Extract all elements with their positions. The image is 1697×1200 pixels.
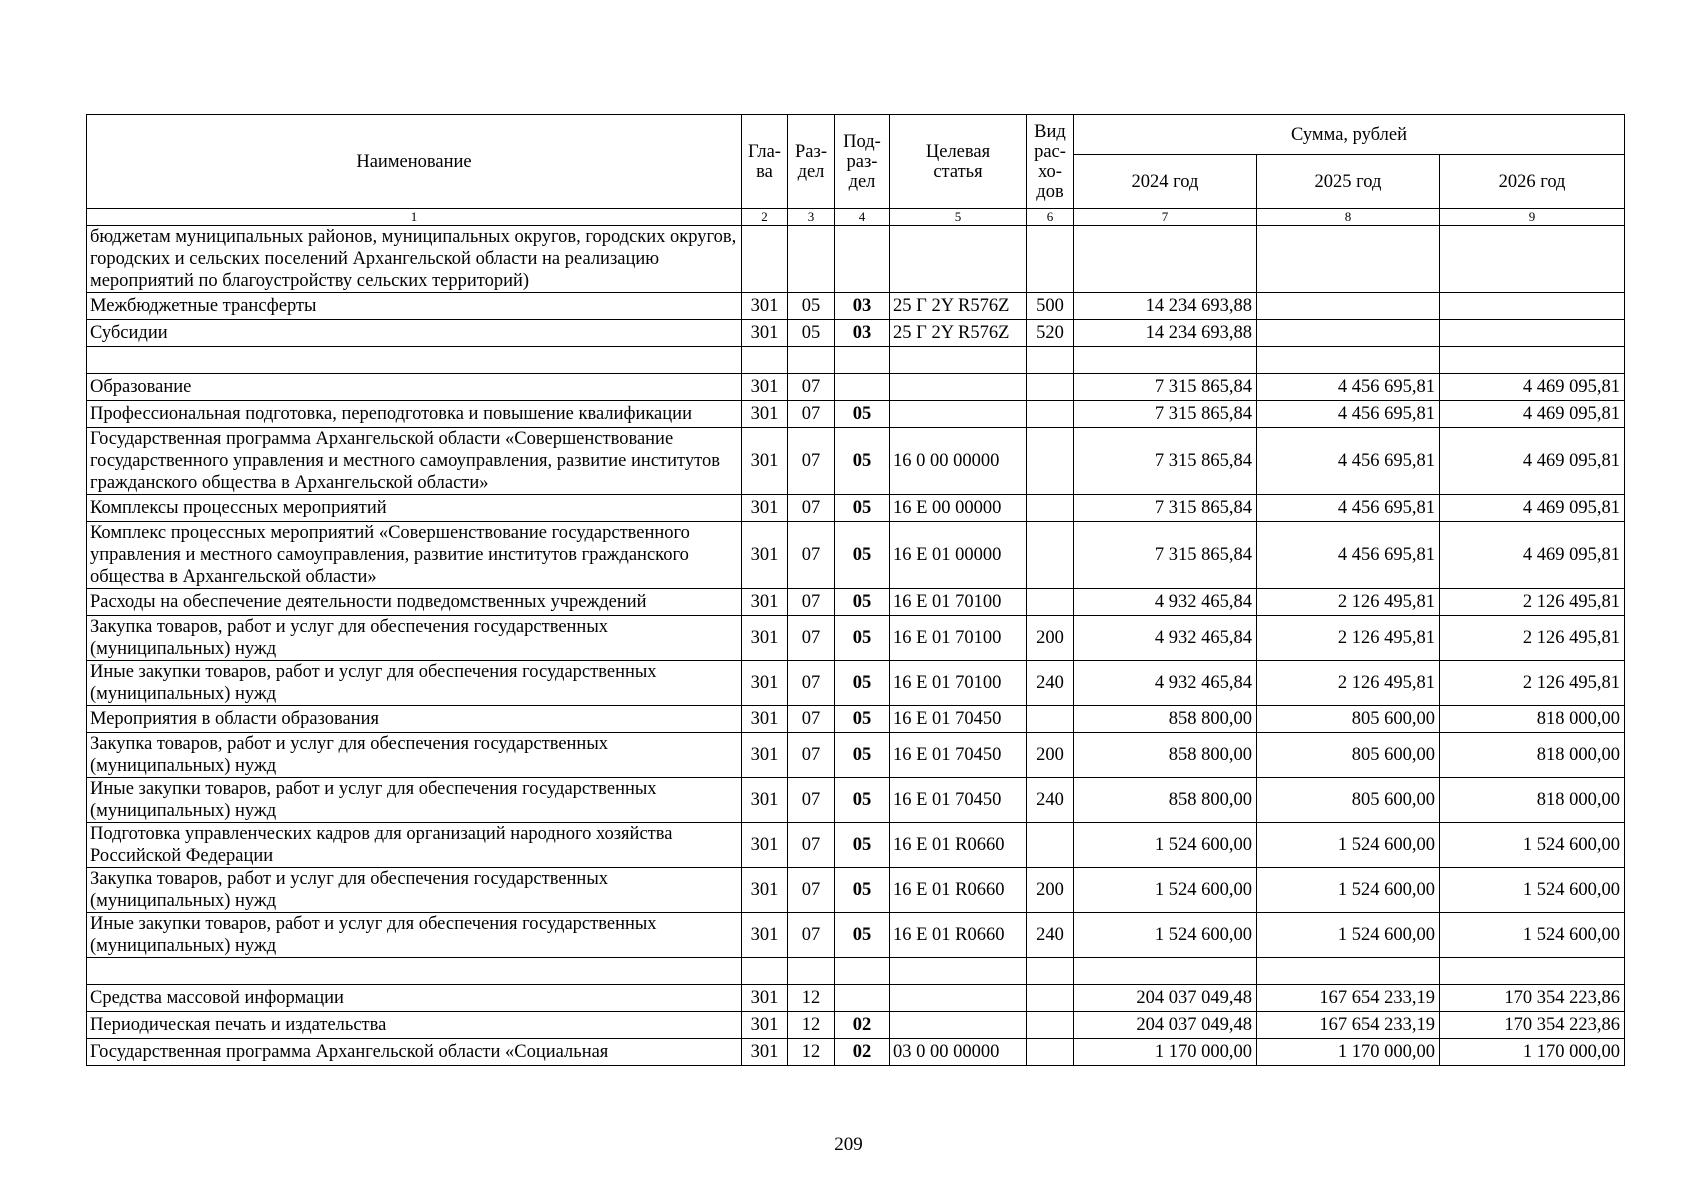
cell-expense-type <box>1027 401 1074 428</box>
table-row <box>87 706 1625 733</box>
cell-sum-2025: 805 600,00 <box>1257 778 1440 823</box>
cell-target-article: 16 Е 01 70100 <box>890 661 1027 706</box>
cell-sum-2024: 7 315 865,84 <box>1074 495 1257 522</box>
cell-sum-2024: 4 932 465,84 <box>1074 661 1257 706</box>
table-row <box>87 374 1625 401</box>
page-number: 209 <box>834 1134 863 1155</box>
cell-expense-type <box>1027 1039 1074 1066</box>
cell-sum-2026: 2 126 495,81 <box>1440 661 1625 706</box>
table-row <box>87 347 1625 374</box>
cell-chapter: 301 <box>742 374 788 401</box>
cell-sum-2024: 14 234 693,88 <box>1074 293 1257 320</box>
cell-expense-type: 200 <box>1027 616 1074 661</box>
cell-sum-2024 <box>1074 958 1257 985</box>
table-row <box>87 616 1625 661</box>
cell-subsection: 03 <box>835 320 890 347</box>
cell-sum-2026 <box>1440 226 1625 293</box>
cell-sum-2026: 4 469 095,81 <box>1440 495 1625 522</box>
cell-sum-2026: 4 469 095,81 <box>1440 428 1625 495</box>
column-number: 1 <box>87 209 742 226</box>
header-chapter: Гла- ва <box>742 115 788 209</box>
cell-name: Средства массовой информации <box>87 985 742 1012</box>
cell-section <box>788 347 835 374</box>
cell-sum-2024 <box>1074 226 1257 293</box>
cell-expense-type: 500 <box>1027 293 1074 320</box>
cell-target-article: 16 Е 01 R0660 <box>890 823 1027 868</box>
cell-subsection: 05 <box>835 823 890 868</box>
cell-target-article <box>890 401 1027 428</box>
cell-target-article <box>890 374 1027 401</box>
cell-name: Субсидии <box>87 320 742 347</box>
cell-sum-2024: 7 315 865,84 <box>1074 522 1257 589</box>
cell-sum-2025: 2 126 495,81 <box>1257 661 1440 706</box>
cell-sum-2024: 858 800,00 <box>1074 706 1257 733</box>
cell-target-article: 16 Е 01 70450 <box>890 706 1027 733</box>
table-row <box>87 293 1625 320</box>
cell-sum-2026: 1 170 000,00 <box>1440 1039 1625 1066</box>
column-number: 5 <box>890 209 1027 226</box>
cell-sum-2025 <box>1257 320 1440 347</box>
table-row <box>87 226 1625 293</box>
cell-subsection: 05 <box>835 589 890 616</box>
cell-name: Комплекс процессных мероприятий «Совершенствование государственного управления и местного самоуправления, развитие институтов гражданского общества в Архангельской области» <box>87 522 742 589</box>
cell-name: Закупка товаров, работ и услуг для обеспечения государственных (муниципальных) нужд <box>87 733 742 778</box>
cell-subsection: 05 <box>835 778 890 823</box>
column-number: 2 <box>742 209 788 226</box>
cell-expense-type: 520 <box>1027 320 1074 347</box>
cell-subsection: 05 <box>835 661 890 706</box>
header-name: Наименование <box>87 115 742 209</box>
cell-sum-2025: 805 600,00 <box>1257 733 1440 778</box>
cell-sum-2025 <box>1257 293 1440 320</box>
cell-expense-type: 200 <box>1027 733 1074 778</box>
cell-sum-2025: 167 654 233,19 <box>1257 985 1440 1012</box>
cell-section: 07 <box>788 823 835 868</box>
cell-subsection: 05 <box>835 616 890 661</box>
table-row <box>87 522 1625 589</box>
cell-section: 05 <box>788 293 835 320</box>
cell-sum-2024: 204 037 049,48 <box>1074 985 1257 1012</box>
cell-target-article: 16 Е 01 70450 <box>890 778 1027 823</box>
cell-subsection: 05 <box>835 868 890 913</box>
cell-section: 07 <box>788 733 835 778</box>
cell-sum-2026 <box>1440 293 1625 320</box>
cell-name: Мероприятия в области образования <box>87 706 742 733</box>
cell-sum-2026 <box>1440 347 1625 374</box>
cell-sum-2024: 14 234 693,88 <box>1074 320 1257 347</box>
cell-expense-type: 240 <box>1027 661 1074 706</box>
header-year-2026: 2026 год <box>1440 155 1625 209</box>
cell-sum-2025: 167 654 233,19 <box>1257 1012 1440 1039</box>
cell-section: 07 <box>788 868 835 913</box>
cell-sum-2026: 2 126 495,81 <box>1440 589 1625 616</box>
cell-name: Иные закупки товаров, работ и услуг для обеспечения государственных (муниципальных) нужд <box>87 913 742 958</box>
table-body <box>87 226 1625 1066</box>
cell-name: Профессиональная подготовка, переподготовка и повышение квалификации <box>87 401 742 428</box>
cell-subsection: 05 <box>835 733 890 778</box>
cell-target-article: 16 0 00 00000 <box>890 428 1027 495</box>
cell-sum-2026: 818 000,00 <box>1440 733 1625 778</box>
cell-sum-2024: 7 315 865,84 <box>1074 374 1257 401</box>
cell-sum-2025: 4 456 695,81 <box>1257 374 1440 401</box>
cell-target-article: 25 Г 2Y R576Z <box>890 320 1027 347</box>
table-row <box>87 1039 1625 1066</box>
cell-section: 07 <box>788 374 835 401</box>
cell-section: 12 <box>788 1012 835 1039</box>
cell-subsection: 05 <box>835 495 890 522</box>
cell-chapter: 301 <box>742 522 788 589</box>
cell-target-article <box>890 1012 1027 1039</box>
cell-sum-2024: 4 932 465,84 <box>1074 589 1257 616</box>
cell-section: 05 <box>788 320 835 347</box>
cell-sum-2026: 4 469 095,81 <box>1440 522 1625 589</box>
table-row <box>87 733 1625 778</box>
cell-subsection: 05 <box>835 401 890 428</box>
cell-subsection <box>835 347 890 374</box>
cell-chapter: 301 <box>742 985 788 1012</box>
table-row <box>87 778 1625 823</box>
cell-section: 07 <box>788 495 835 522</box>
cell-expense-type <box>1027 495 1074 522</box>
cell-sum-2026: 4 469 095,81 <box>1440 374 1625 401</box>
cell-chapter: 301 <box>742 1039 788 1066</box>
cell-name: Расходы на обеспечение деятельности подведомственных учреждений <box>87 589 742 616</box>
cell-section: 07 <box>788 661 835 706</box>
cell-target-article <box>890 958 1027 985</box>
cell-target-article: 16 Е 01 R0660 <box>890 913 1027 958</box>
cell-sum-2025: 4 456 695,81 <box>1257 522 1440 589</box>
cell-name: Комплексы процессных мероприятий <box>87 495 742 522</box>
header-expense-type: Вид рас- хо- дов <box>1027 115 1074 209</box>
cell-target-article: 03 0 00 00000 <box>890 1039 1027 1066</box>
cell-target-article: 16 Е 01 R0660 <box>890 868 1027 913</box>
header-target-article: Целевая статья <box>890 115 1027 209</box>
cell-subsection: 02 <box>835 1012 890 1039</box>
cell-section <box>788 958 835 985</box>
cell-sum-2026: 170 354 223,86 <box>1440 1012 1625 1039</box>
table-row <box>87 320 1625 347</box>
cell-sum-2024 <box>1074 347 1257 374</box>
header-year-2025: 2025 год <box>1257 155 1440 209</box>
cell-chapter: 301 <box>742 589 788 616</box>
cell-sum-2026: 4 469 095,81 <box>1440 401 1625 428</box>
cell-name: Закупка товаров, работ и услуг для обеспечения государственных (муниципальных) нужд <box>87 616 742 661</box>
cell-target-article: 16 Е 00 00000 <box>890 495 1027 522</box>
table-row <box>87 823 1625 868</box>
cell-sum-2026 <box>1440 958 1625 985</box>
cell-sum-2025: 1 524 600,00 <box>1257 868 1440 913</box>
cell-subsection: 05 <box>835 913 890 958</box>
cell-sum-2025: 4 456 695,81 <box>1257 428 1440 495</box>
cell-sum-2024: 1 524 600,00 <box>1074 913 1257 958</box>
cell-expense-type <box>1027 522 1074 589</box>
table-row <box>87 401 1625 428</box>
cell-chapter: 301 <box>742 293 788 320</box>
cell-chapter: 301 <box>742 428 788 495</box>
cell-sum-2026: 170 354 223,86 <box>1440 985 1625 1012</box>
cell-subsection: 02 <box>835 1039 890 1066</box>
table-row <box>87 913 1625 958</box>
cell-chapter <box>742 958 788 985</box>
cell-section: 07 <box>788 428 835 495</box>
cell-sum-2025: 4 456 695,81 <box>1257 401 1440 428</box>
cell-sum-2026: 1 524 600,00 <box>1440 913 1625 958</box>
cell-name <box>87 958 742 985</box>
cell-sum-2026: 818 000,00 <box>1440 706 1625 733</box>
cell-section: 07 <box>788 913 835 958</box>
cell-subsection: 03 <box>835 293 890 320</box>
cell-section: 07 <box>788 589 835 616</box>
cell-sum-2026: 1 524 600,00 <box>1440 868 1625 913</box>
cell-sum-2026: 818 000,00 <box>1440 778 1625 823</box>
cell-chapter: 301 <box>742 616 788 661</box>
cell-name: Иные закупки товаров, работ и услуг для обеспечения государственных (муниципальных) нужд <box>87 661 742 706</box>
cell-sum-2024: 7 315 865,84 <box>1074 401 1257 428</box>
cell-sum-2025: 1 524 600,00 <box>1257 823 1440 868</box>
cell-name: Закупка товаров, работ и услуг для обеспечения государственных (муниципальных) нужд <box>87 868 742 913</box>
cell-sum-2025: 1 170 000,00 <box>1257 1039 1440 1066</box>
cell-section <box>788 226 835 293</box>
cell-name: Государственная программа Архангельской области «Социальная <box>87 1039 742 1066</box>
cell-name: Подготовка управленческих кадров для организаций народного хозяйства Российской Федерации <box>87 823 742 868</box>
cell-section: 12 <box>788 985 835 1012</box>
cell-sum-2024: 1 524 600,00 <box>1074 823 1257 868</box>
cell-expense-type <box>1027 1012 1074 1039</box>
cell-sum-2025: 1 524 600,00 <box>1257 913 1440 958</box>
cell-chapter: 301 <box>742 913 788 958</box>
cell-chapter: 301 <box>742 823 788 868</box>
cell-chapter: 301 <box>742 495 788 522</box>
cell-chapter: 301 <box>742 1012 788 1039</box>
column-number: 9 <box>1440 209 1625 226</box>
cell-sum-2025: 805 600,00 <box>1257 706 1440 733</box>
cell-target-article: 16 Е 01 70450 <box>890 733 1027 778</box>
cell-expense-type <box>1027 706 1074 733</box>
cell-target-article: 25 Г 2Y R576Z <box>890 293 1027 320</box>
cell-expense-type <box>1027 985 1074 1012</box>
cell-subsection <box>835 958 890 985</box>
cell-section: 07 <box>788 778 835 823</box>
cell-target-article: 16 Е 01 70100 <box>890 589 1027 616</box>
cell-subsection: 05 <box>835 428 890 495</box>
cell-name: Государственная программа Архангельской области «Совершенствование государственного управления и местного самоуправления, развитие институтов гражданского общества в Архангельской области» <box>87 428 742 495</box>
cell-chapter: 301 <box>742 706 788 733</box>
cell-sum-2024: 4 932 465,84 <box>1074 616 1257 661</box>
cell-expense-type <box>1027 823 1074 868</box>
table-row <box>87 985 1625 1012</box>
column-numbers-row <box>87 209 1625 226</box>
cell-sum-2025: 4 456 695,81 <box>1257 495 1440 522</box>
column-number: 3 <box>788 209 835 226</box>
cell-subsection <box>835 226 890 293</box>
cell-sum-2025: 2 126 495,81 <box>1257 589 1440 616</box>
cell-chapter: 301 <box>742 661 788 706</box>
cell-expense-type <box>1027 958 1074 985</box>
header-sum: Сумма, рублей <box>1074 115 1625 155</box>
header-section: Раз- дел <box>788 115 835 209</box>
column-number: 7 <box>1074 209 1257 226</box>
cell-sum-2025: 2 126 495,81 <box>1257 616 1440 661</box>
cell-subsection: 05 <box>835 706 890 733</box>
cell-target-article <box>890 347 1027 374</box>
cell-sum-2024: 858 800,00 <box>1074 733 1257 778</box>
cell-target-article: 16 Е 01 00000 <box>890 522 1027 589</box>
cell-target-article: 16 Е 01 70100 <box>890 616 1027 661</box>
table-row <box>87 661 1625 706</box>
table-row <box>87 589 1625 616</box>
cell-section: 12 <box>788 1039 835 1066</box>
cell-sum-2026 <box>1440 320 1625 347</box>
cell-name: бюджетам муниципальных районов, муниципальных округов, городских округов, городских и сельских поселений Архангельской области на реализацию мероприятий по благоустройству сельских территорий) <box>87 226 742 293</box>
table-row <box>87 958 1625 985</box>
cell-sum-2026: 2 126 495,81 <box>1440 616 1625 661</box>
cell-section: 07 <box>788 706 835 733</box>
column-number: 8 <box>1257 209 1440 226</box>
cell-chapter: 301 <box>742 320 788 347</box>
cell-expense-type <box>1027 374 1074 401</box>
column-number: 4 <box>835 209 890 226</box>
column-number: 6 <box>1027 209 1074 226</box>
table-row <box>87 1012 1625 1039</box>
cell-expense-type <box>1027 226 1074 293</box>
cell-chapter: 301 <box>742 401 788 428</box>
cell-expense-type <box>1027 589 1074 616</box>
budget-table <box>86 114 1625 1066</box>
cell-name: Образование <box>87 374 742 401</box>
table-row <box>87 428 1625 495</box>
cell-expense-type <box>1027 347 1074 374</box>
cell-sum-2025 <box>1257 226 1440 293</box>
cell-sum-2024: 858 800,00 <box>1074 778 1257 823</box>
cell-subsection <box>835 374 890 401</box>
table-header <box>87 115 1625 226</box>
cell-target-article <box>890 985 1027 1012</box>
cell-chapter: 301 <box>742 868 788 913</box>
table-row <box>87 495 1625 522</box>
header-year-2024: 2024 год <box>1074 155 1257 209</box>
cell-name: Межбюджетные трансферты <box>87 293 742 320</box>
cell-name: Иные закупки товаров, работ и услуг для обеспечения государственных (муниципальных) нужд <box>87 778 742 823</box>
cell-expense-type: 200 <box>1027 868 1074 913</box>
header-subsection: Под- раз- дел <box>835 115 890 209</box>
cell-chapter: 301 <box>742 733 788 778</box>
cell-sum-2024: 1 524 600,00 <box>1074 868 1257 913</box>
cell-chapter: 301 <box>742 778 788 823</box>
cell-name <box>87 347 742 374</box>
table-row <box>87 868 1625 913</box>
cell-sum-2025 <box>1257 958 1440 985</box>
cell-sum-2024: 204 037 049,48 <box>1074 1012 1257 1039</box>
cell-chapter <box>742 347 788 374</box>
cell-target-article <box>890 226 1027 293</box>
cell-section: 07 <box>788 522 835 589</box>
cell-sum-2025 <box>1257 347 1440 374</box>
cell-subsection <box>835 985 890 1012</box>
cell-expense-type: 240 <box>1027 778 1074 823</box>
cell-expense-type <box>1027 428 1074 495</box>
cell-expense-type: 240 <box>1027 913 1074 958</box>
cell-subsection: 05 <box>835 522 890 589</box>
cell-name: Периодическая печать и издательства <box>87 1012 742 1039</box>
cell-sum-2024: 1 170 000,00 <box>1074 1039 1257 1066</box>
cell-sum-2026: 1 524 600,00 <box>1440 823 1625 868</box>
cell-chapter <box>742 226 788 293</box>
cell-section: 07 <box>788 616 835 661</box>
cell-sum-2024: 7 315 865,84 <box>1074 428 1257 495</box>
cell-section: 07 <box>788 401 835 428</box>
